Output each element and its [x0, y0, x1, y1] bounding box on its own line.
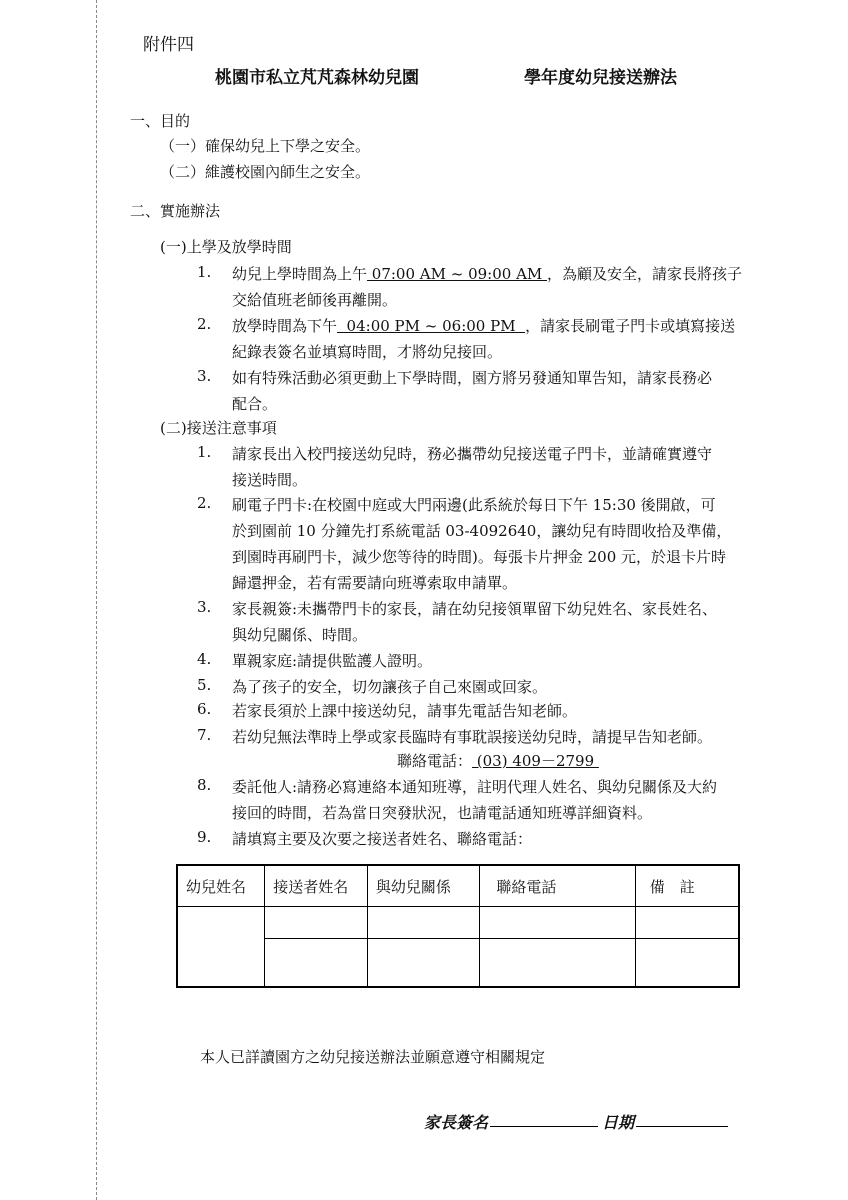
header-child-name: 幼兒姓名 [177, 865, 265, 907]
list-item: 為了孩子的安全，切勿讓孩子自己來園或回家。 [232, 678, 548, 696]
list-number: 5. [197, 676, 212, 694]
phone-label: 聯絡電話： [397, 752, 473, 770]
list-number: 3. [197, 367, 212, 385]
primary-phone-cell[interactable] [480, 907, 635, 939]
list-item: 如有特殊活動必須更動上下學時間，園方將另發通知單告知，請家長務必 [232, 369, 713, 387]
secondary-pickup-name-cell[interactable] [265, 939, 368, 987]
list-number: 2. [197, 494, 212, 512]
parent-signature-label: 家長簽名 [424, 1113, 489, 1132]
header-phone: 聯絡電話 [480, 865, 635, 907]
list-item [232, 263, 742, 284]
list-item-continuation: 接回的時間，若為當日突發狀況，也請電話通知班導詳細資料。 [232, 804, 653, 822]
list-item-continuation: 到園時再刷門卡，減少您等待的時間)。每張卡片押金 200 元，於退卡片時 [232, 548, 727, 566]
list-item-continuation: 歸還押金，若有需要請向班導索取申請單。 [232, 574, 518, 592]
list-number: 1. [197, 443, 212, 461]
header-pickup-person: 接送者姓名 [265, 865, 368, 907]
primary-remarks-cell[interactable] [635, 907, 739, 939]
dropoff-time: 07:00 AM ~ 09:00 AM [367, 265, 548, 283]
school-name-title: 桃園市私立芃芃森林幼兒園 [215, 68, 419, 88]
table-header-row [177, 865, 739, 907]
primary-relationship-cell[interactable] [367, 907, 480, 939]
list-item: 若家長須於上課中接送幼兒，請事先電話告知老師。 [232, 702, 578, 720]
primary-pickup-name-cell[interactable] [265, 907, 368, 939]
item-text: 放學時間為下午 [232, 317, 338, 335]
list-item-continuation: 接送時間。 [232, 471, 308, 489]
item-text: ，為顧及安全，請家長將孩子 [547, 265, 743, 283]
date-line[interactable] [636, 1126, 728, 1127]
section2-heading: 二、實施辦法 [130, 202, 221, 220]
sub1-heading: (一)上學及放學時間 [160, 238, 292, 256]
date-label: 日期 [602, 1113, 635, 1132]
list-item-continuation: 於到園前 10 分鐘先打系統電話 03-4092640，讓幼兒有時間收拾及準備， [232, 522, 732, 540]
list-item: 刷電子門卡:在校園中庭或大門兩邊(此系統於每日下午 15:30 後開啟，可 [232, 496, 716, 514]
phone-number: (03) 409－2799 [472, 752, 599, 770]
child-name-cell[interactable] [177, 907, 265, 988]
list-item: 若幼兒無法準時上學或家長臨時有事耽誤接送幼兒時，請提早告知老師。 [232, 728, 713, 746]
list-item: 單親家庭:請提供監護人證明。 [232, 652, 433, 670]
list-item: 委託他人:請務必寫連絡本通知班導，註明代理人姓名、與幼兒關係及大約 [232, 778, 718, 796]
list-item-continuation: 配合。 [232, 395, 278, 413]
table-row [177, 907, 739, 939]
section1-heading: 一、目的 [130, 112, 191, 130]
list-item-continuation: 紀錄表簽名並填寫時間，才將幼兒接回。 [232, 343, 503, 361]
list-number: 3. [197, 598, 212, 616]
list-item: 請填寫主要及次要之接送者姓名、聯絡電話： [232, 830, 533, 848]
list-item-continuation: 與幼兒關係、時間。 [232, 626, 368, 644]
secondary-relationship-cell[interactable] [367, 939, 480, 987]
secondary-phone-cell[interactable] [480, 939, 635, 987]
item-text: ，請家長刷電子門卡或填寫接送 [525, 317, 736, 335]
list-item: 家長親簽:未攜帶門卡的家長，請在幼兒接領單留下幼兒姓名、家長姓名、 [232, 600, 718, 618]
header-remarks: 備 註 [635, 865, 739, 907]
attachment-label: 附件四 [143, 35, 194, 55]
list-number: 2. [197, 315, 212, 333]
pickup-time: 04:00 PM ~ 06:00 PM [337, 317, 526, 335]
list-number: 8. [197, 776, 212, 794]
section1-item-2: （二）維護校園內師生之安全。 [160, 163, 371, 181]
agreement-statement: 本人已詳讀園方之幼兒接送辦法並願意遵守相關規定 [200, 1048, 546, 1066]
list-item [232, 315, 735, 336]
list-number: 7. [197, 726, 212, 744]
list-item: 請家長出入校門接送幼兒時，務必攜帶幼兒接送電子門卡，並請確實遵守 [232, 445, 713, 463]
list-number: 6. [197, 700, 212, 718]
header-relationship: 與幼兒關係 [367, 865, 480, 907]
list-number: 1. [197, 263, 212, 281]
list-number: 4. [197, 650, 212, 668]
secondary-remarks-cell[interactable] [635, 939, 739, 987]
sub2-heading: (二)接送注意事項 [160, 419, 277, 437]
document-title: 學年度幼兒接送辦法 [524, 68, 677, 88]
section1-item-1: （一）確保幼兒上下學之安全。 [160, 137, 371, 155]
fold-line [96, 0, 97, 1200]
parent-signature-line[interactable] [490, 1126, 598, 1127]
pickup-contacts-table [176, 864, 740, 988]
contact-phone [397, 750, 599, 771]
list-item-continuation: 交給值班老師後再離開。 [232, 291, 398, 309]
list-number: 9. [197, 828, 212, 846]
item-text: 幼兒上學時間為上午 [232, 265, 368, 283]
